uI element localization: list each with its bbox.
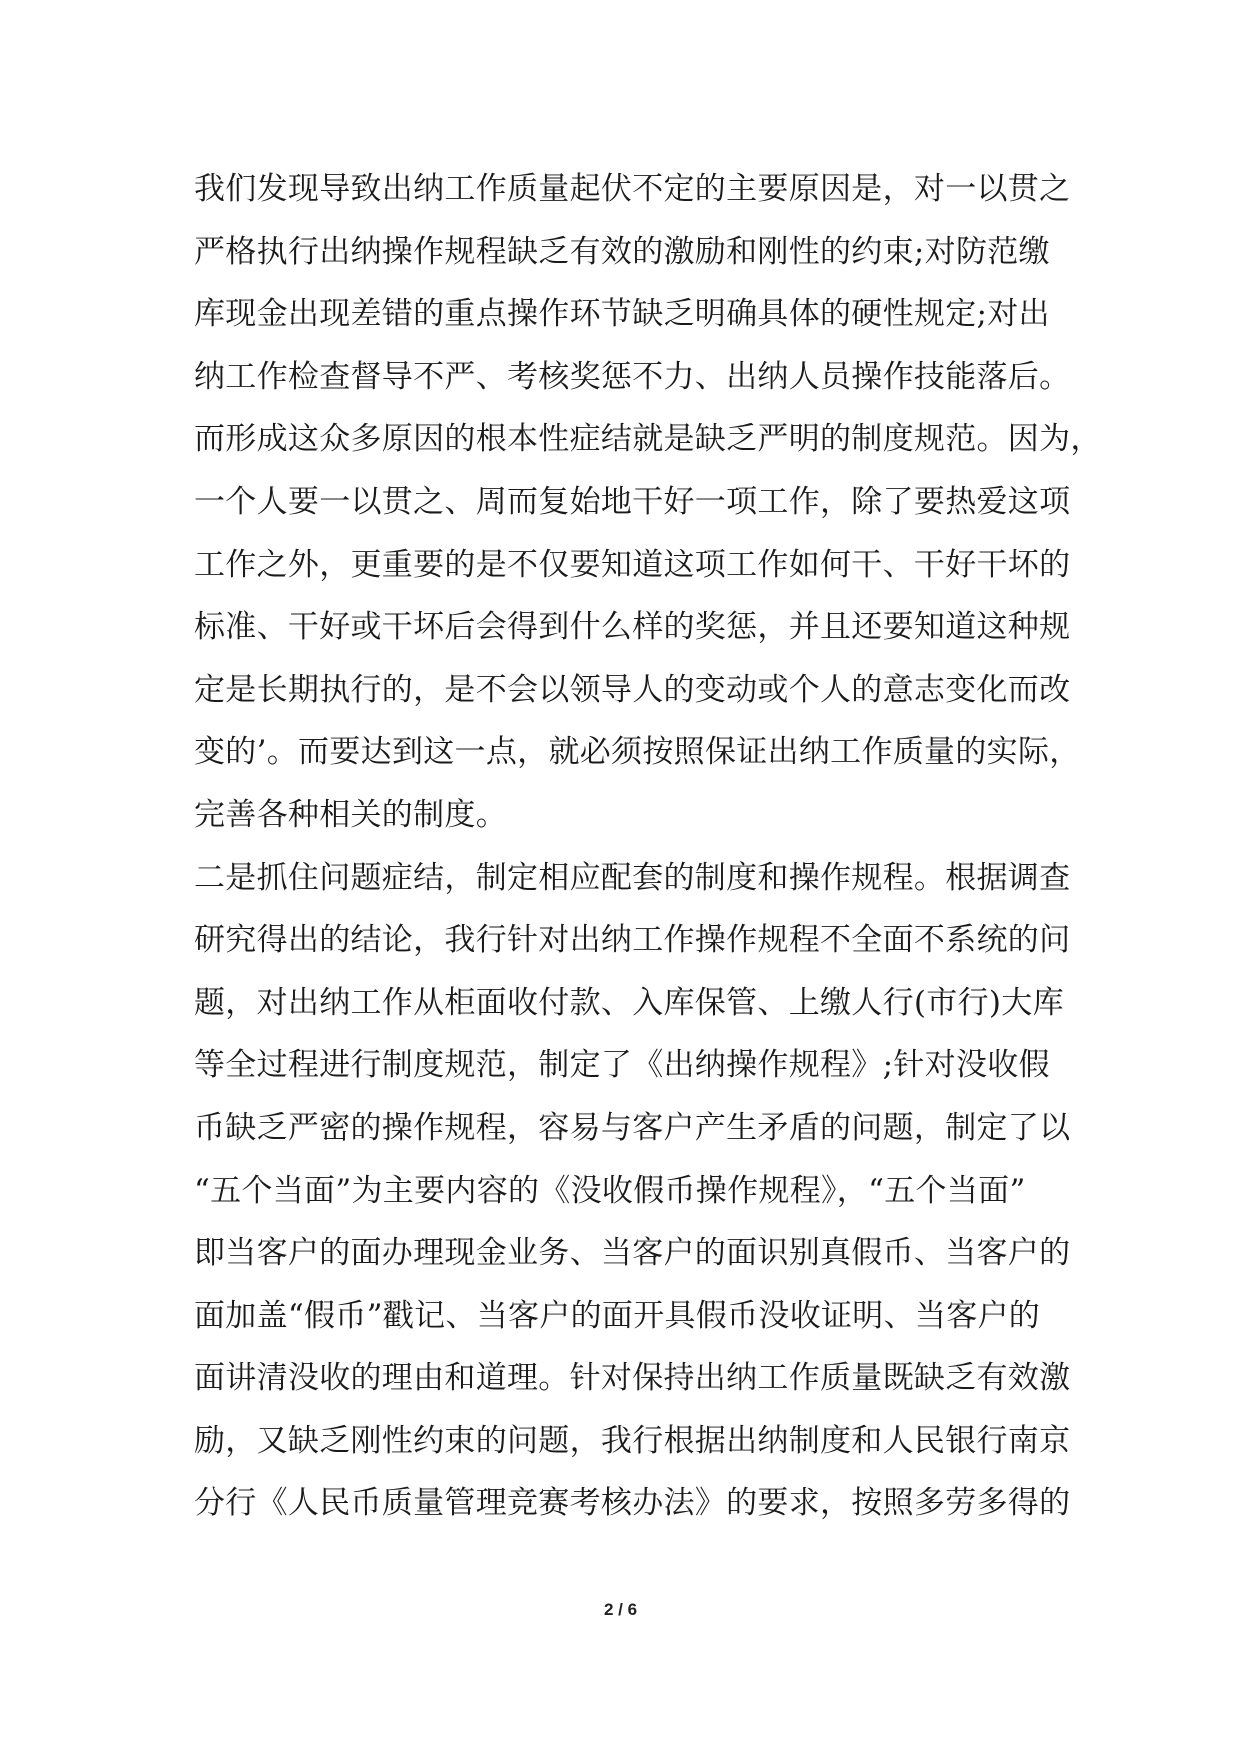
text-line: 定是长期执行的，是不会以领导人的变动或个人的意志变化而改 [194, 671, 1071, 708]
text-line: 变的’。而要达到这一点，就必须按照保证出纳工作质量的实际， [194, 734, 1081, 771]
page-number: 2 / 6 [603, 1600, 638, 1619]
text-line: 励，又缺乏刚性约束的问题，我行根据出纳制度和人民银行南京 [194, 1422, 1071, 1459]
text-line: 面讲清没收的理由和道理。针对保持出纳工作质量既缺乏有效激 [194, 1360, 1071, 1397]
text-line: 等全过程进行制度规范，制定了《出纳操作规程》;针对没收假 [194, 1047, 1050, 1084]
text-line: 工作之外，更重要的是不仅要知道这项工作如何干、干好干坏的 [194, 546, 1071, 583]
text-line: 我们发现导致出纳工作质量起伏不定的主要原因是，对一以贯之 [194, 171, 1071, 207]
text-line: 题，对出纳工作从柜面收付款、入库保管、上缴人行(市行)大库 [194, 984, 1064, 1021]
text-line: 即当客户的面办理现金业务、当客户的面识别真假币、当客户的 [194, 1235, 1071, 1272]
text-line: 标准、干好或干坏后会得到什么样的奖惩，并且还要知道这种规 [194, 609, 1071, 646]
text-line: 而形成这众多原因的根本性症结就是缺乏严明的制度规范。因为， [194, 421, 1102, 458]
text-line: 面加盖“假币”戳记、当客户的面开具假币没收证明、当客户的 [194, 1297, 1041, 1334]
text-line: 研究得出的结论，我行针对出纳工作操作规程不全面不系统的问 [194, 922, 1071, 959]
text-line: 分行《人民币质量管理竞赛考核办法》的要求，按照多劳多得的 [194, 1485, 1071, 1522]
text-line: 库现金出现差错的重点操作环节缺乏明确具体的硬性规定;对出 [194, 296, 1050, 333]
text-line: 一个人要一以贯之、周而复始地干好一项工作，除了要热爱这项 [194, 483, 1071, 520]
text-line: 完善各种相关的制度。 [194, 796, 507, 833]
text-line: “五个当面”为主要内容的《没收假币操作规程》，“五个当面” [194, 1172, 1026, 1209]
text-line: 纳工作检查督导不严、考核奖惩不力、出纳人员操作技能落后。 [194, 358, 1071, 395]
body-text [194, 158, 1102, 1535]
text-line: 二是抓住问题症结，制定相应配套的制度和操作规程。根据调查 [194, 859, 1071, 896]
text-line: 币缺乏严密的操作规程，容易与客户产生矛盾的问题，制定了以 [194, 1109, 1071, 1146]
text-line: 严格执行出纳操作规程缺乏有效的激励和刚性的约束;对防范缴 [194, 233, 1050, 270]
